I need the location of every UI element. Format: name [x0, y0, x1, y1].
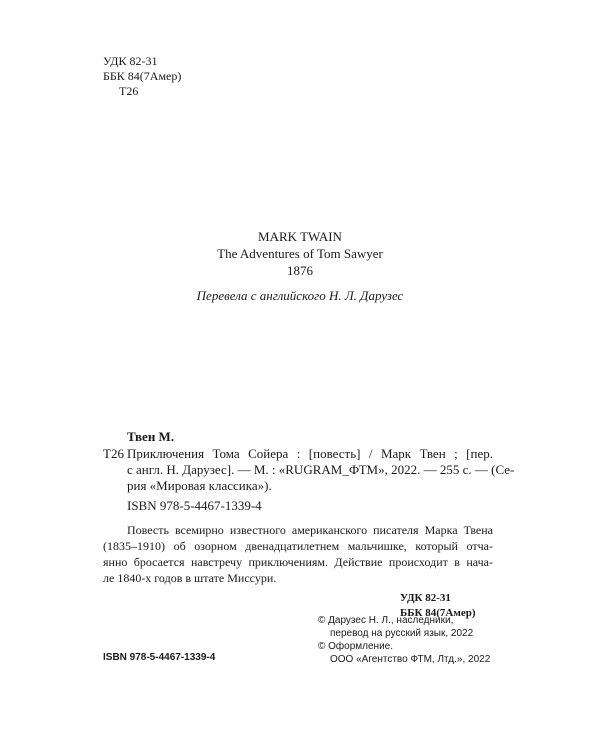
- copyright-line: ООО «Агентство ФТМ, Лтд.», 2022: [330, 654, 491, 665]
- footer-isbn: ISBN 978-5-4467-1339-4: [103, 652, 216, 663]
- copyright-line: перевод на русский язык, 2022: [330, 628, 474, 639]
- original-title-block: [0, 228, 600, 279]
- annotation-line: янно бросается навстречу приключениям. Действие происходит в нача-: [103, 555, 493, 569]
- bibliographic-description: [127, 446, 515, 494]
- original-year: 1876: [287, 263, 313, 278]
- copyright-line: © Оформление.: [318, 641, 393, 652]
- catalog-isbn: ISBN 978-5-4467-1339-4: [127, 498, 262, 513]
- biblio-line: Приключения Тома Сойера : [повесть] / Марк Твен ; [пер.: [127, 446, 493, 461]
- bbk-code-bottom: ББК 84(7Амер): [400, 607, 476, 619]
- biblio-line: с англ. Н. Дарузес]. — М. : «RUGRAM_ФТМ», 2022. — 255 с. — (Се-: [127, 462, 515, 477]
- annotation-line: Повесть всемирно известного американского писателя Марка Твена: [127, 523, 493, 537]
- bbk-code: ББК 84(7Амер): [103, 69, 182, 83]
- annotation-line: ле 1840-х годов в штате Миссури.: [103, 571, 277, 585]
- udk-code-bottom: УДК 82-31: [400, 592, 451, 604]
- copyright-line: © Дарузес Н. Л., наследники,: [318, 615, 454, 626]
- annotation-line: (1835–1910) об озорном двенадцатилетнем мальчишке, который отча-: [103, 539, 493, 553]
- biblio-line: рия «Мировая классика»).: [127, 478, 272, 493]
- catalog-author-heading: Твен М.: [127, 429, 175, 444]
- annotation: [103, 522, 493, 586]
- original-title: The Adventures of Tom Sawyer: [217, 246, 383, 261]
- original-author: MARK TWAIN: [258, 229, 342, 244]
- catalog-author-mark: Т26: [103, 446, 124, 461]
- copyright-notice: [318, 614, 508, 666]
- author-mark: Т26: [119, 84, 139, 98]
- classification-codes-top: [103, 54, 181, 99]
- udk-code: УДК 82-31: [103, 54, 158, 68]
- translator-line: Перевела с английского Н. Л. Дарузес: [196, 288, 404, 303]
